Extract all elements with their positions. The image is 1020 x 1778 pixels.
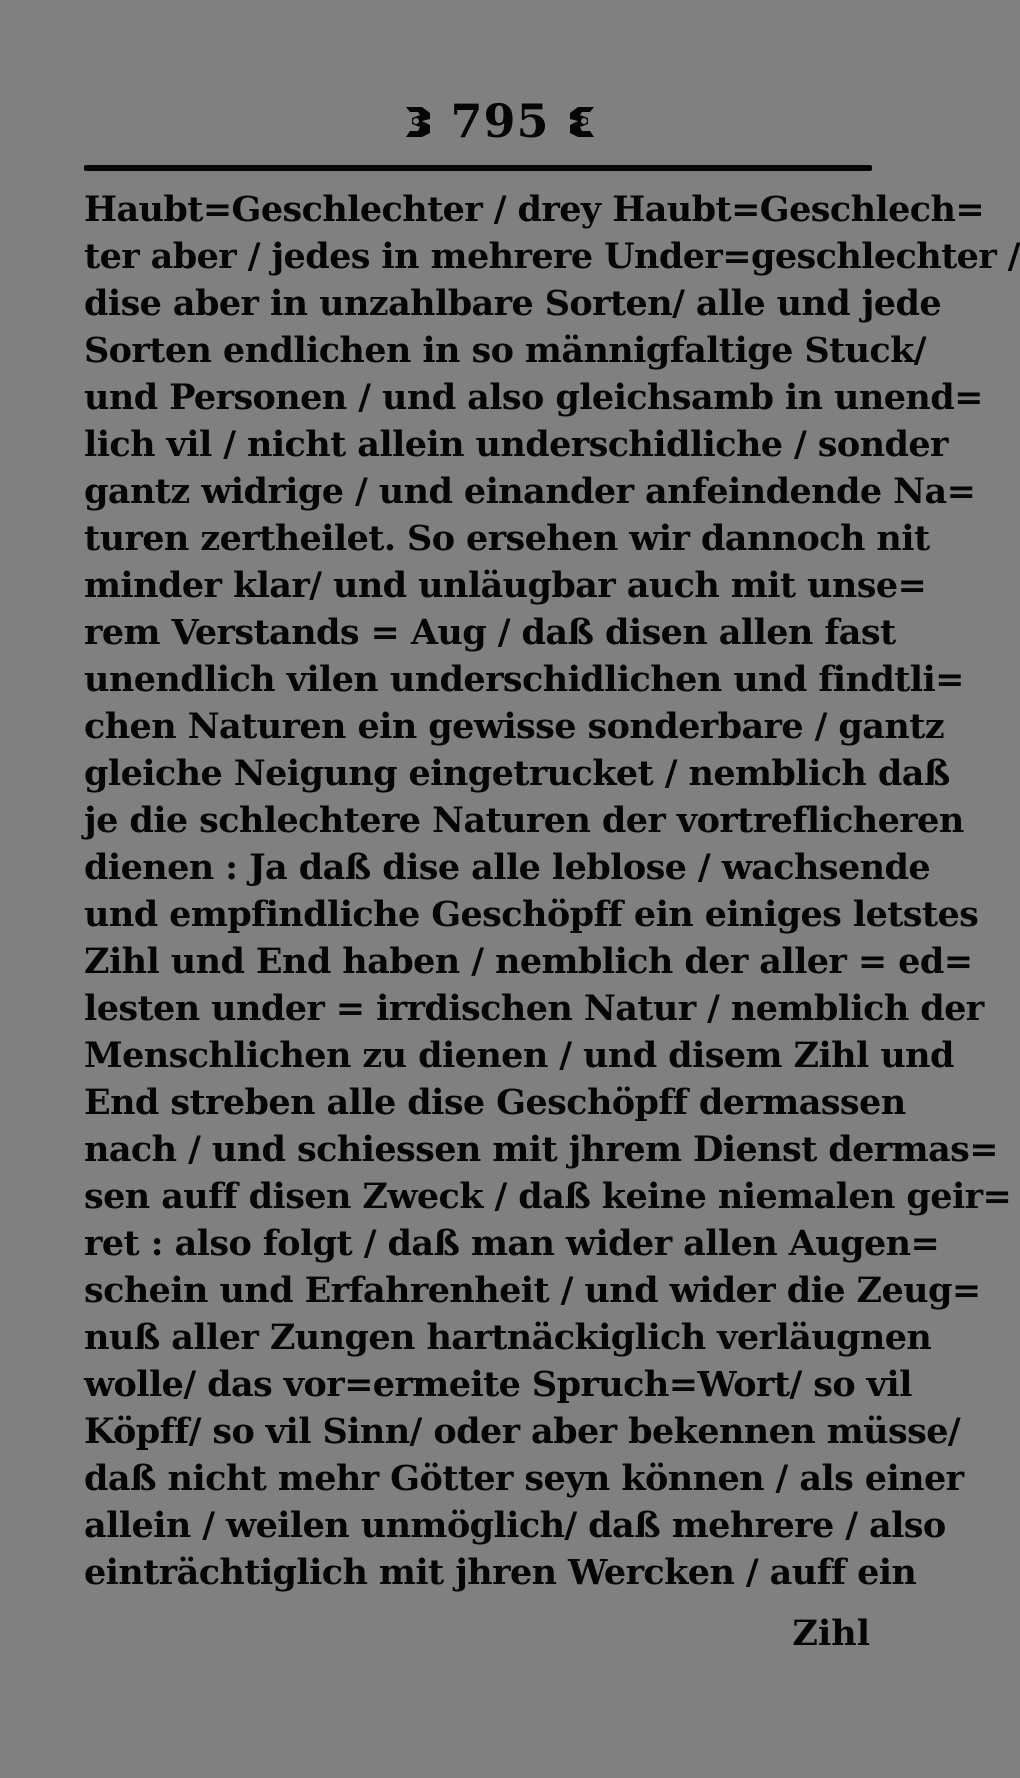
text-line: End streben alle dise Geschöpff dermassen: [84, 1082, 906, 1123]
text-line: und Personen / und also gleichsamb in unend=: [84, 377, 983, 418]
text-line: rem Verstands = Aug / daß disen allen fast: [84, 612, 896, 653]
text-line: nuß aller Zungen hartnäckiglich verläugnen: [84, 1317, 932, 1358]
text-line: Zihl und End haben / nemblich der aller = ed=: [84, 941, 973, 982]
text-line: gantz widrige / und einander anfeindende Na=: [84, 471, 976, 512]
fleuron-icon: [564, 103, 600, 139]
body-text: [84, 186, 1020, 1596]
text-line: dise aber in unzahlbare Sorten/ alle und jede: [84, 283, 941, 324]
text-line: ret : also folgt / daß man wider allen Augen=: [84, 1223, 940, 1264]
text-line: gleiche Neigung eingetrucket / nemblich daß: [84, 753, 950, 794]
fleuron-icon: [400, 103, 436, 139]
text-line: je die schlechtere Naturen der vortreflicheren: [84, 800, 964, 841]
text-line: schein und Erfahrenheit / und wider die Zeug=: [84, 1270, 981, 1311]
text-line: daß nicht mehr Götter seyn können / als einer: [84, 1458, 964, 1499]
text-line: minder klar/ und unläugbar auch mit unse=: [84, 565, 927, 606]
page-number: 795: [450, 94, 550, 148]
text-line: einträchtiglich mit jhren Wercken / auff ein: [84, 1552, 917, 1593]
text-line: sen auff disen Zweck / daß keine niemalen geir=: [84, 1176, 1012, 1217]
page-header: [0, 86, 1000, 156]
text-line: Menschlichen zu dienen / und disem Zihl und: [84, 1035, 954, 1076]
text-line: und empfindliche Geschöpff ein einiges letstes: [84, 894, 979, 935]
text-line: wolle/ das vor=ermeite Spruch=Wort/ so vil: [84, 1364, 912, 1405]
text-line: turen zertheilet. So ersehen wir dannoch nit: [84, 518, 930, 559]
text-line: Haubt=Geschlechter / drey Haubt=Geschlech=: [84, 189, 985, 230]
text-line: ter aber / jedes in mehrere Under=geschlechter /: [84, 236, 1020, 277]
text-line: chen Naturen ein gewisse sonderbare / gantz: [84, 706, 945, 747]
text-line: Sorten endlichen in so männigfaltige Stuck/: [84, 330, 926, 371]
catchword: Zihl: [792, 1613, 870, 1654]
text-line: lich vil / nicht allein underschidliche / sonder: [84, 424, 948, 465]
header-rule: [84, 165, 872, 171]
text-line: Köpff/ so vil Sinn/ oder aber bekennen müsse/: [84, 1411, 961, 1452]
text-line: dienen : Ja daß dise alle leblose / wachsende: [84, 847, 931, 888]
text-line: nach / und schiessen mit jhrem Dienst dermas=: [84, 1129, 998, 1170]
text-line: unendlich vilen underschidlichen und findtli=: [84, 659, 964, 700]
text-line: lesten under = irrdischen Natur / nemblich der: [84, 988, 984, 1029]
text-line: allein / weilen unmöglich/ daß mehrere / also: [84, 1505, 946, 1546]
